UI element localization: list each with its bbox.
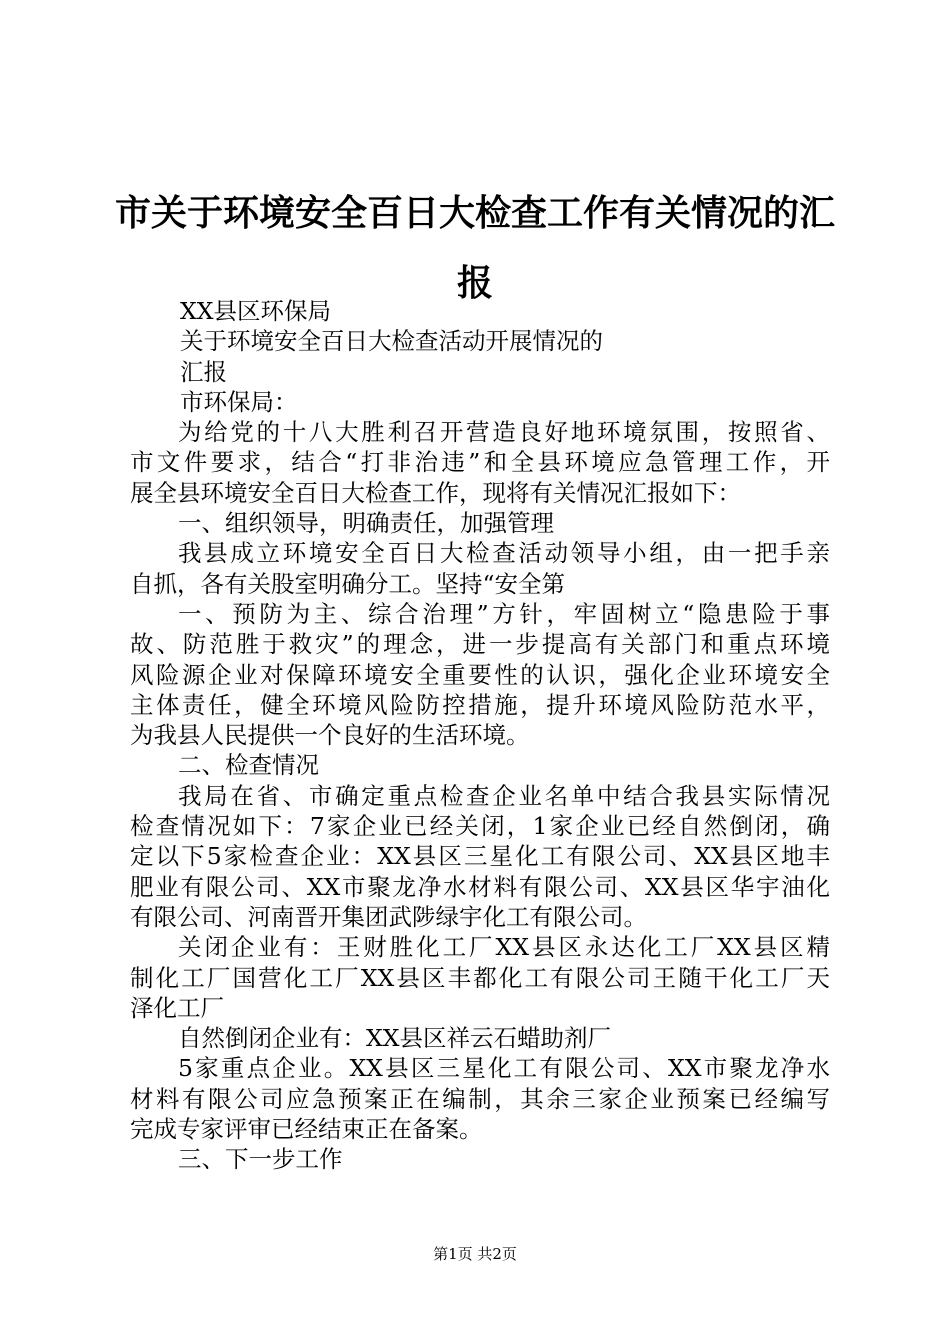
text-line: 我局在省、市确定重点检查企业名单中结合我县实际情况 bbox=[178, 781, 830, 810]
text-line: 自然倒闭企业有：XX县区祥云石蜡助剂厂 bbox=[178, 1024, 611, 1053]
text-line: 为我县人民提供一个良好的生活环境。 bbox=[130, 721, 530, 750]
text-line: 一、预防为主、综合治理”方针，牢固树立“隐患险于事 bbox=[178, 599, 830, 628]
document-title: 市关于环境安全百日大检查工作有关情况的汇报 bbox=[114, 192, 835, 304]
text-line: 泽化工厂 bbox=[130, 993, 224, 1022]
text-line: 制化工厂国营化工厂XX县区丰都化工有限公司王随干化工厂天 bbox=[130, 963, 830, 992]
text-line: 风险源企业对保障环境安全重要性的认识，强化企业环境安全 bbox=[130, 660, 830, 689]
text-line: 完成专家评审已经结束正在备案。 bbox=[130, 1115, 483, 1144]
text-line: 自抓，各有关股室明确分工。坚持“安全第 bbox=[130, 569, 566, 598]
document-body bbox=[130, 296, 830, 1175]
section-heading: 二、检查情况 bbox=[178, 751, 319, 780]
text-line: 肥业有限公司、XX市聚龙净水材料有限公司、XX县区华宇油化 bbox=[130, 872, 830, 901]
section-heading: 三、下一步工作 bbox=[178, 1145, 343, 1174]
text-line: 定以下5家检查企业：XX县区三星化工有限公司、XX县区地丰 bbox=[130, 842, 830, 871]
text-line: 材料有限公司应急预案正在编制，其余三家企业预案已经编写 bbox=[130, 1084, 830, 1113]
text-line: 关闭企业有：王财胜化工厂XX县区永达化工厂XX县区精 bbox=[178, 933, 830, 962]
page-number: 第1页 共2页 bbox=[433, 1245, 517, 1263]
text-line: 市环保局： bbox=[180, 387, 298, 416]
text-line: 检查情况如下：7家企业已经关闭，1家企业已经自然倒闭，确 bbox=[130, 812, 830, 841]
text-line: 为给党的十八大胜利召开营造良好地环境氛围，按照省、 bbox=[178, 418, 830, 447]
text-line: 我县成立环境安全百日大检查活动领导小组，由一把手亲 bbox=[178, 539, 830, 568]
section-heading: 一、组织领导，明确责任，加强管理 bbox=[178, 509, 554, 538]
text-line: 市文件要求，结合“打非治违”和全县环境应急管理工作，开 bbox=[130, 448, 830, 477]
text-line: 主体责任，健全环境风险防控措施，提升环境风险防范水平， bbox=[130, 690, 830, 719]
text-line: XX县区环保局 bbox=[180, 297, 331, 325]
text-line: 汇报 bbox=[180, 357, 227, 386]
text-line: 展全县环境安全百日大检查工作，现将有关情况汇报如下： bbox=[130, 478, 741, 507]
text-line: 关于环境安全百日大检查活动开展情况的 bbox=[180, 327, 603, 356]
text-line: 有限公司、河南晋开集团武陟绿宇化工有限公司。 bbox=[130, 902, 647, 931]
text-line: 5家重点企业。XX县区三星化工有限公司、XX市聚龙净水 bbox=[178, 1054, 830, 1083]
text-line: 故、防范胜于救灾”的理念，进一步提高有关部门和重点环境 bbox=[130, 630, 830, 659]
